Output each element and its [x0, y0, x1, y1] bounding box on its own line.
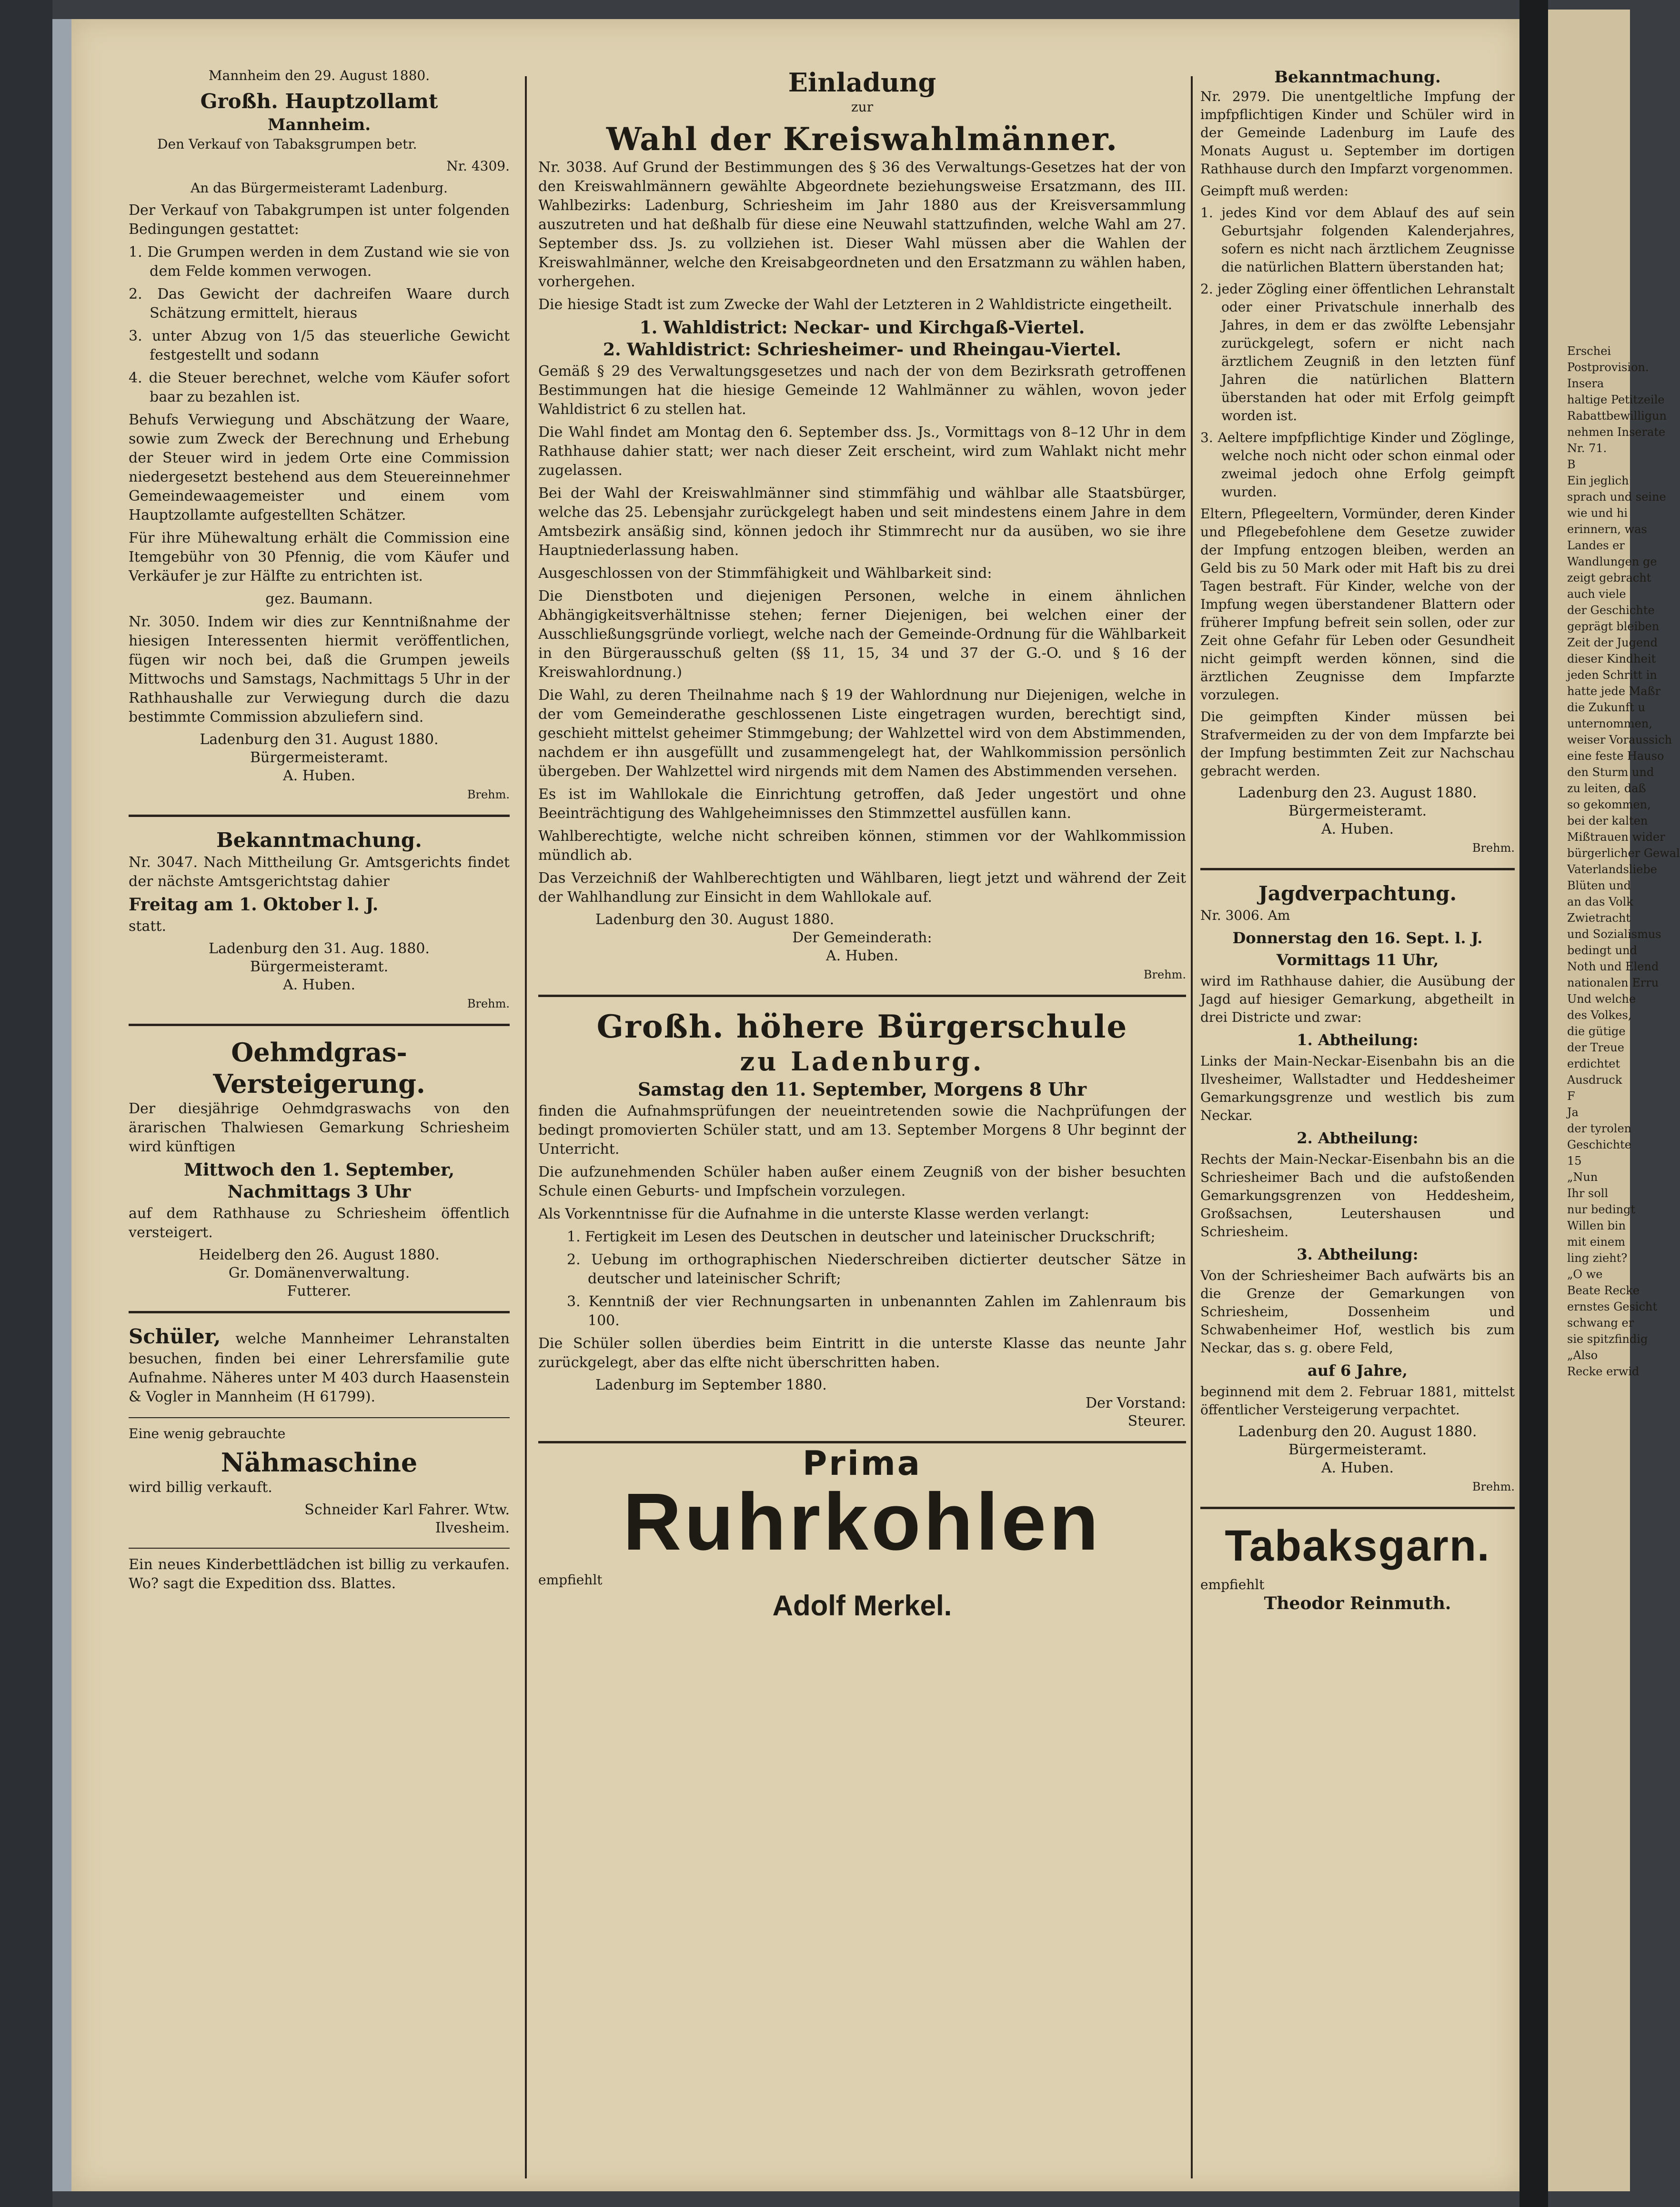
date-highlight: Mittwoch den 1. September, [184, 1160, 454, 1180]
signature: A. Huben. [1321, 1460, 1394, 1476]
paragraph: Nr. 3050. Indem wir dies zur Kenntnißnahme der hiesigen Interessenten hiermit veröffentlichen, fügen wir noch bei, daß die Grumpen jeweils Mittwochs und Samstags, Nachmittags 5 Uhr in der Rathhaushalle zur Verwiegung durch die dazu bestimmte Commission abzuliefern sind. [129, 614, 510, 726]
notice-subject: Den Verkauf von Tabaksgrumpen betr. [157, 136, 417, 152]
office-line: Der Gemeinderath: [792, 929, 932, 946]
paragraph: Links der Main-Neckar-Eisenbahn bis an die Ilvesheimer, Wallstadter und Heddesheimer Gemarkungsgrenze und westlich bis zum Neckar. [1200, 1053, 1515, 1123]
notice-title: Jagdverpachtung. [1258, 882, 1457, 905]
adjacent-page-line: so gekommen, [1567, 798, 1651, 811]
notice-recipient: An das Bürgermeisteramt Ladenburg. [191, 180, 448, 196]
paragraph: Nr. 3006. Am [1200, 907, 1290, 923]
ad-title: Schüler, [129, 1325, 221, 1348]
adjacent-page-line: zu leiten, daß [1567, 782, 1646, 795]
adjacent-page-line: B [1567, 458, 1576, 471]
notice-subtitle: Mannheim. [267, 115, 371, 134]
paragraph: Von der Schriesheimer Bach aufwärts bis an die Grenze der Gemarkungen von Schriesheim, Dossenheim und Schwabenheimer Hof, westlich bis zum Neckar, das s. g. obere Feld, [1200, 1268, 1515, 1356]
time-highlight: Nachmittags 3 Uhr [227, 1182, 411, 1202]
adjacent-page-line: weiser Voraussich [1567, 733, 1672, 746]
printer-mark: Brehm. [467, 997, 510, 1010]
adjacent-page-line: Recke erwid [1567, 1365, 1640, 1378]
paragraph: Die Schüler sollen überdies beim Eintritt in die unterste Klasse das neunte Jahr zurückgelegt, aber das elfte nicht überschritten haben. [538, 1335, 1186, 1371]
divider [538, 1441, 1186, 1443]
adjacent-page-line: bürgerlicher Gewal [1567, 847, 1680, 860]
adjacent-page-line: Nr. 71. [1567, 442, 1607, 455]
adjacent-page [1548, 10, 1680, 2191]
requirements-list [538, 1228, 1186, 1330]
time-highlight: Vormittags 11 Uhr, [1276, 951, 1439, 969]
notice-title: Versteigerung. [213, 1068, 425, 1099]
adjacent-page-line: „Nun [1567, 1170, 1598, 1184]
list-item: 1. Fertigkeit im Lesen des Deutschen in deutscher und lateinischer Druckschrift; [567, 1229, 1156, 1245]
list-item: 2. Uebung im orthographischen Niederschreiben dictierter deutscher Sätze in deutscher und lateinischer Schrift; [567, 1251, 1186, 1287]
adjacent-page-line: den Sturm und [1567, 766, 1654, 779]
paragraph: Nr. 3038. Auf Grund der Bestimmungen des § 36 des Verwaltungs-Gesetzes hat der von den Kreiswahlmännern gewählte Abgeordnete beziehungsweise Ersatzmann, des III. Wahlbezirks: Ladenburg, Schriesheim im Jahr 1880 aus der Kreisversammlung auszutreten und hat deßhalb für diese eine Neuwahl stattzufinden, welche Wahl am 27. September dss. Js. zu vollziehen ist. Dieser Wahl müssen aber die Wahlen der Kreiswahlmänner, welche den Kreisabgeordneten und den Ersatzmann zu wählen haben, vorhergehen. [538, 159, 1186, 290]
date-line: Ladenburg im September 1880. [595, 1377, 827, 1393]
ad-text: welche Mannheimer Lehranstalten besuchen, finden bei einer Lehrersfamilie gute Aufnahme. Näheres unter M 403 durch Haasenstein & Vogler in Mannheim (H 61799). [129, 1330, 510, 1405]
vaccination-list [1200, 204, 1515, 501]
adjacent-page-line: Ja [1567, 1106, 1579, 1119]
adjacent-page-line: „Also [1567, 1349, 1598, 1362]
paragraph: beginnend mit dem 2. Februar 1881, mittelst öffentlicher Versteigerung verpachtet. [1200, 1384, 1515, 1418]
adjacent-page-line: auch viele [1567, 587, 1626, 601]
adjacent-page-line: Zwietracht [1567, 911, 1631, 925]
adjacent-page-line: Postprovision. [1567, 361, 1649, 374]
signature: gez. Baumann. [265, 591, 373, 607]
paragraph: Die Wahl, zu deren Theilnahme nach § 19 der Wahlordnung nur Diejenigen, welche in der vom Gemeinderathe geschlossenen Liste eingetragen wurden, berechtigt sind, geschieht mittelst geheimer Stimmgebung; der Wahlzettel wird von dem Abstimmenden, nachdem er ihn ausgefüllt und zusammengelegt hat, der Wahlkommission persönlich übergeben. Der Wahlzettel wird nirgends mit dem Namen des Abstimmenden versehen. [538, 687, 1186, 780]
district-2: 2. Wahldistrict: Schriesheimer- und Rheingau-Viertel. [603, 340, 1121, 360]
ad-pretitle: Prima [803, 1444, 922, 1483]
paragraph: Der diesjährige Oehmdgraswachs von den ärarischen Thalwiesen Gemarkung Schriesheim wird künftigen [129, 1100, 510, 1155]
paragraph: Gemäß § 29 des Verwaltungsgesetzes und nach der von dem Bezirksrath getroffenen Bestimmungen hat die hiesige Gemeinde 12 Wahlmänner zu wählen, wovon jeder Wahldistrict 6 zu stellen hat. [538, 363, 1186, 418]
adjacent-page-line: Zeit der Jugend [1567, 636, 1658, 649]
ad-place: Ilvesheim. [435, 1520, 510, 1536]
column-rule-1 [525, 76, 527, 2178]
date-line: Ladenburg den 31. Aug. 1880. [209, 940, 430, 957]
adjacent-page-line: Beate Recke [1567, 1284, 1640, 1297]
printer-mark: Brehm. [467, 788, 510, 801]
book-binding [0, 0, 52, 2207]
notice-hunting-lease [1200, 881, 1515, 1496]
paragraph: Der Verkauf von Tabakgrumpen ist unter folgenden Bedingungen gestattet: [129, 202, 510, 238]
adjacent-page-line: hatte jede Maßr [1567, 685, 1661, 698]
section-heading: 3. Abtheilung: [1297, 1245, 1418, 1263]
paragraph: Als Vorkenntnisse für die Aufnahme in die unterste Klasse werden verlangt: [538, 1206, 1089, 1222]
date-highlight: Freitag am 1. Oktober l. J. [129, 895, 379, 915]
ad-students [129, 1324, 510, 1407]
adjacent-page-line: der Treue [1567, 1041, 1625, 1054]
signature: A. Huben. [282, 767, 356, 784]
date-highlight: Samstag den 11. September, Morgens 8 Uhr [637, 1078, 1087, 1100]
ad-text: Ein neues Kinderbettlädchen ist billig zu verkaufen. Wo? sagt die Expedition dss. Blattes. [129, 1556, 510, 1592]
ad-pretext: Eine wenig gebrauchte [129, 1426, 286, 1441]
ad-merchant: Theodor Reinmuth. [1264, 1593, 1451, 1613]
list-item: 3. unter Abzug von 1/5 das steuerliche Gewicht festgestellt und sodann [129, 328, 510, 363]
date-highlight: Donnerstag den 16. Sept. l. J. [1232, 929, 1483, 947]
adjacent-page-line: jeden Schritt in [1567, 668, 1657, 682]
column-middle [538, 67, 1186, 2188]
adjacent-page-line: des Volkes, [1567, 1008, 1632, 1022]
paragraph: Geimpft muß werden: [1200, 183, 1348, 199]
adjacent-page-line: dieser Kindheit [1567, 652, 1656, 665]
adjacent-page-line: nur bedingt [1567, 1203, 1636, 1216]
signature: A. Huben. [825, 947, 899, 964]
adjacent-page-line: unternommen, [1567, 717, 1652, 730]
date-line: Ladenburg den 31. August 1880. [200, 731, 439, 748]
paragraph: Die Wahl findet am Montag den 6. September dss. Js., Vormittags von 8–12 Uhr in dem Rathhause dahier statt; wer nach dieser Zeit erscheint, wird zum Wahlakt nicht mehr zugelassen. [538, 424, 1186, 479]
adjacent-page-line: eine feste Hauso [1567, 749, 1664, 763]
paragraph: Nr. 3047. Nach Mittheilung Gr. Amtsgerichts findet der nächste Amtsgerichtstag dahier [129, 854, 510, 890]
ad-coal [538, 1444, 1186, 1622]
paragraph: finden die Aufnahmsprüfungen der neueintretenden sowie die Nachprüfungen der bedingt promovierten Schüler statt, und am 13. September Morgens 8 Uhr beginnt der Unterricht. [538, 1103, 1186, 1158]
adjacent-page-line: erdichtet [1567, 1057, 1620, 1070]
paragraph: statt. [129, 918, 166, 935]
notice-title: Einladung [788, 67, 936, 98]
adjacent-page-line: Willen bin [1567, 1219, 1626, 1232]
divider [129, 1548, 510, 1549]
ad-tobacco-yarn [1200, 1520, 1515, 1613]
page-edge [52, 19, 71, 2191]
adjacent-page-line: ling zieht? [1567, 1251, 1628, 1265]
adjacent-page-line: sie spitzfindig [1567, 1332, 1648, 1346]
notice-election [538, 67, 1186, 984]
notice-title: zu Ladenburg. [740, 1046, 985, 1077]
adjacent-page-line: erinnern, was [1567, 523, 1647, 536]
date-line: Ladenburg den 20. August 1880. [1238, 1423, 1477, 1440]
adjacent-page-line: Und welche [1567, 992, 1636, 1006]
notice-connector: zur [851, 99, 874, 115]
list-item: 2. jeder Zögling einer öffentlichen Lehranstalt oder einer Privatschule innerhalb des Jahres, in dem er das zwölfte Lebensjahr zurückgelegt, sofern er nicht nach ärztlichem Zeugniß in den letzten fünf Jahren die natürlichen Blattern überstanden hat oder mit Erfolg geimpft worden ist. [1200, 281, 1515, 423]
adjacent-page-line: Erschei [1567, 344, 1611, 358]
list-item: 2. Das Gewicht der dachreifen Waare durch Schätzung ermittelt, hieraus [129, 286, 510, 322]
ad-childrens-bed [129, 1555, 510, 1593]
ad-seller: Schneider Karl Fahrer. Wtw. [304, 1502, 510, 1518]
adjacent-page-line: Geschichte [1567, 1138, 1632, 1151]
list-item: 3. Aeltere impfpflichtige Kinder und Zöglinge, welche noch nicht oder schon einmal oder zweimal jedoch ohne Erfolg geimpft wurden. [1200, 430, 1515, 500]
paragraph: Die geimpften Kinder müssen bei Strafvermeiden zu der von dem Impfarzte bei der Impfung bestimmten Zeit zur Nachschau gebracht werden. [1200, 709, 1515, 779]
signature: Steurer. [1127, 1413, 1186, 1430]
date-line: Heidelberg den 26. August 1880. [199, 1247, 440, 1263]
adjacent-page-line: Blüten und [1567, 879, 1631, 892]
adjacent-page-line: haltige Petitzeile [1567, 393, 1665, 406]
adjacent-page-line: bei der kalten [1567, 814, 1648, 827]
notice-school [538, 1008, 1186, 1431]
notice-vaccination [1200, 67, 1515, 857]
adjacent-page-line: die Zukunft u [1567, 701, 1646, 714]
notice-title: Bekanntmachung. [216, 828, 422, 852]
list-item: 1. jedes Kind vor dem Ablauf des auf sein Geburtsjahr folgenden Kalenderjahres, sofern es nicht nach ärztlichem Zeugnisse die natürlichen Blattern überstanden hat; [1200, 205, 1515, 275]
paragraph: Die hiesige Stadt ist zum Zwecke der Wahl der Letzteren in 2 Wahldistricte eingetheilt. [538, 296, 1173, 313]
paragraph: Wahlberechtigte, welche nicht schreiben können, stimmen vor der Wahlkommission mündlich ab. [538, 828, 1186, 864]
adjacent-page-line: Vaterlandsliebe [1567, 863, 1657, 876]
printer-mark: Brehm. [1472, 1480, 1515, 1493]
office-line: Bürgermeisteramt. [250, 749, 389, 766]
ad-title: Ruhrkohlen [623, 1477, 1102, 1567]
paragraph: Die aufzunehmenden Schüler haben außer einem Zeugniß von der bisher besuchten Schule einen Geburts- und Impfschein vorzulegen. [538, 1164, 1186, 1199]
section-heading: 1. Abtheilung: [1297, 1031, 1418, 1049]
divider [129, 815, 510, 817]
office-line: Bürgermeisteramt. [1288, 1441, 1427, 1458]
adjacent-page-line: nehmen Inserate [1567, 425, 1666, 439]
district-1: 1. Wahldistrict: Neckar- und Kirchgaß-Viertel. [639, 318, 1085, 338]
adjacent-page-line: sprach und seine [1567, 490, 1666, 504]
signature: Futterer. [287, 1283, 352, 1300]
dateline: Mannheim den 29. August 1880. [208, 68, 430, 83]
office-line: Bürgermeisteramt. [250, 958, 389, 975]
adjacent-page-line: Rabattbewilligun [1567, 409, 1667, 423]
paragraph: Behufs Verwiegung und Abschätzung der Waare, sowie zum Zweck der Berechnung und Erhebung der Steuer wird in jedem Orte eine Commission niedergesetzt bestehend aus dem Steuereinnehmer Gemeindewaagemeister und einem vom Hauptzollamte aufgestellten Schätzer. [129, 412, 510, 524]
adjacent-page-line: Wandlungen ge [1567, 555, 1657, 568]
paragraph: auf dem Rathhause zu Schriesheim öffentlich versteigert. [129, 1205, 510, 1241]
paragraph: Das Verzeichniß der Wahlberechtigten und Wählbaren, liegt jetzt und während der Zeit der Wahlhandlung zur Einsicht in dem Wahllokale auf. [538, 870, 1186, 906]
paragraph: Die Dienstboten und diejenigen Personen, welche in einem ähnlichen Abhängigkeitsverhältnisse stehen; ferner Diejenigen, bei welchen einer der Ausschließungsgründe vorliegt, welche nach der Gemeinde-Ordnung für die Wählbarkeit in den Bürgerausschuß gelten (§§ 11, 15, 34 und 37 der G.-O. und § 16 der Kreiswahlordnung.) [538, 588, 1186, 681]
paragraph: Eltern, Pflegeeltern, Vormünder, deren Kinder und Pflegebefohlene dem Gesetze zuwider der Impfung entzogen bleiben, werden an Geld bis zu 50 Mark oder mit Haft bis zu drei Tagen bestraft. Für Kinder, welche von der Impfung wegen überstandener Blattern oder früherer Impfung befreit sein sollen, oder zur Zeit ohne Gefahr für Leben oder Gesundheit nicht geimpft werden können, sind die ärztlichen Zeugnisse dem Impfarzte vorzulegen. [1200, 506, 1515, 703]
adjacent-page-line: und Sozialismus [1567, 927, 1661, 941]
notice-title: Bekanntmachung. [1274, 68, 1441, 87]
adjacent-page-line: bedingt und [1567, 944, 1637, 957]
list-item: 1. Die Grumpen werden in dem Zustand wie sie von dem Felde kommen verwogen. [129, 244, 510, 280]
notice-court-day [129, 827, 510, 1013]
divider [129, 1417, 510, 1418]
notice-headline: Wahl der Kreiswahlmänner. [606, 121, 1118, 158]
divider [1200, 868, 1515, 870]
office-line: Bürgermeisteramt. [1288, 803, 1427, 819]
notice-grass-auction [129, 1037, 510, 1300]
paragraph: Für ihre Mühewaltung erhält die Commission eine Itemgebühr von 30 Pfennig, die vom Käufer und Verkäufer je zur Hälfte zu entrichten ist. [129, 530, 510, 585]
divider [538, 995, 1186, 997]
divider [129, 1311, 510, 1313]
section-heading: 2. Abtheilung: [1297, 1129, 1418, 1147]
adjacent-page-line: die gütige [1567, 1025, 1626, 1038]
list-item: 4. die Steuer berechnet, welche vom Käufer sofort baar zu bezahlen ist. [129, 370, 510, 405]
notice-headline: Großh. höhere Bürgerschule [596, 1008, 1128, 1045]
adjacent-page-line: geprägt bleiben [1567, 620, 1660, 633]
signature: A. Huben. [1321, 821, 1394, 837]
adjacent-page-line: schwang er [1567, 1316, 1634, 1330]
adjacent-page-line: mit einem [1567, 1235, 1626, 1249]
adjacent-page-line: „O we [1567, 1268, 1603, 1281]
adjacent-page-line: 15 [1567, 1154, 1582, 1168]
date-line: Ladenburg den 30. August 1880. [595, 911, 835, 928]
adjacent-page-line: Ausdruck [1567, 1073, 1622, 1087]
adjacent-page-line: ernstes Gesicht [1567, 1300, 1658, 1313]
adjacent-page-text [1548, 10, 1680, 1380]
printer-mark: Brehm. [1143, 968, 1186, 981]
paragraph: Es ist im Wahllokale die Einrichtung getroffen, daß Jeder ungestört und ohne Beeinträchtigung des Wahlgeheimnisses den Stimmzettel ausfüllen kann. [538, 786, 1186, 822]
adjacent-page-line: Ihr soll [1567, 1187, 1609, 1200]
ad-recommends: empfiehlt [1200, 1577, 1265, 1592]
paragraph: Nr. 2979. Die unentgeltliche Impfung der impfpflichtigen Kinder und Schüler wird in der Gemeinde Ladenburg im Laufe des Monats August u. September im dortigen Rathhause durch den Impfarzt vorgenommen. [1200, 89, 1515, 177]
paragraph: wird im Rathhause dahier, die Ausübung der Jagd auf hiesiger Gemarkung, abgetheilt in drei Districte und zwar: [1200, 973, 1515, 1025]
paragraph: Bei der Wahl der Kreiswahlmänner sind stimmfähig und wählbar alle Staatsbürger, welche das 25. Lebensjahr zurückgelegt haben und seit mindestens einem Jahre in dem Amtsbezirk ansäßig sind, können jedoch ihr Stimmrecht nur da ausüben, wo sie ihre Hauptniederlassung haben. [538, 485, 1186, 559]
conditions-list [129, 243, 510, 407]
adjacent-page-line: nationalen Erru [1567, 976, 1659, 989]
adjacent-page-line: an das Volk [1567, 895, 1633, 908]
adjacent-page-line: zeigt gebracht [1567, 571, 1651, 585]
adjacent-page-line: F [1567, 1089, 1575, 1103]
column-right [1200, 67, 1515, 2188]
adjacent-page-line: Noth und Elend [1567, 960, 1659, 973]
list-item: 3. Kenntniß der vier Rechnungsarten in unbenannten Zahlen im Zahlenraum bis 100. [567, 1293, 1186, 1329]
adjacent-page-line: wie und hi [1567, 506, 1628, 520]
notice-tobacco-sale [129, 67, 510, 804]
adjacent-page-line: Ein jeglich [1567, 474, 1629, 487]
divider [129, 1024, 510, 1026]
notice-title: Oehmdgras- [231, 1037, 407, 1068]
ad-sewing-machine [129, 1425, 510, 1537]
signature: A. Huben. [282, 977, 356, 993]
column-rule-2 [1191, 76, 1193, 2178]
office-line: Der Vorstand: [1086, 1395, 1186, 1411]
printer-mark: Brehm. [1472, 841, 1515, 855]
ad-title: Nähmaschine [221, 1447, 418, 1478]
ad-text: wird billig verkauft. [129, 1479, 272, 1496]
column-left [129, 67, 510, 2188]
paragraph: Ausgeschlossen von der Stimmfähigkeit und Wählbarkeit sind: [538, 565, 992, 582]
duration-highlight: auf 6 Jahre, [1308, 1361, 1408, 1380]
book-gutter [1519, 0, 1548, 2207]
divider [1200, 1507, 1515, 1509]
date-line: Ladenburg den 23. August 1880. [1238, 785, 1477, 801]
adjacent-page-line: Insera [1567, 377, 1604, 390]
adjacent-page-line: Mißtrauen wider [1567, 830, 1665, 844]
ad-title: Tabaksgarn. [1225, 1522, 1490, 1570]
ad-merchant: Adolf Merkel. [772, 1590, 952, 1622]
adjacent-page-line: der tyrolen [1567, 1122, 1632, 1135]
adjacent-page-line: der Geschichte [1567, 604, 1655, 617]
paragraph: Rechts der Main-Neckar-Eisenbahn bis an die Schriesheimer Bach und die aufstoßenden Gemarkungsgrenzen von Heddesheim, Großsachsen, Leutershausen und Schriesheim. [1200, 1151, 1515, 1240]
notice-number: Nr. 4309. [446, 158, 510, 174]
office-line: Gr. Domänenverwaltung. [228, 1265, 410, 1281]
adjacent-page-line: Landes er [1567, 539, 1625, 552]
ad-recommends: empfiehlt [538, 1572, 603, 1588]
notice-title: Großh. Hauptzollamt [200, 90, 438, 113]
